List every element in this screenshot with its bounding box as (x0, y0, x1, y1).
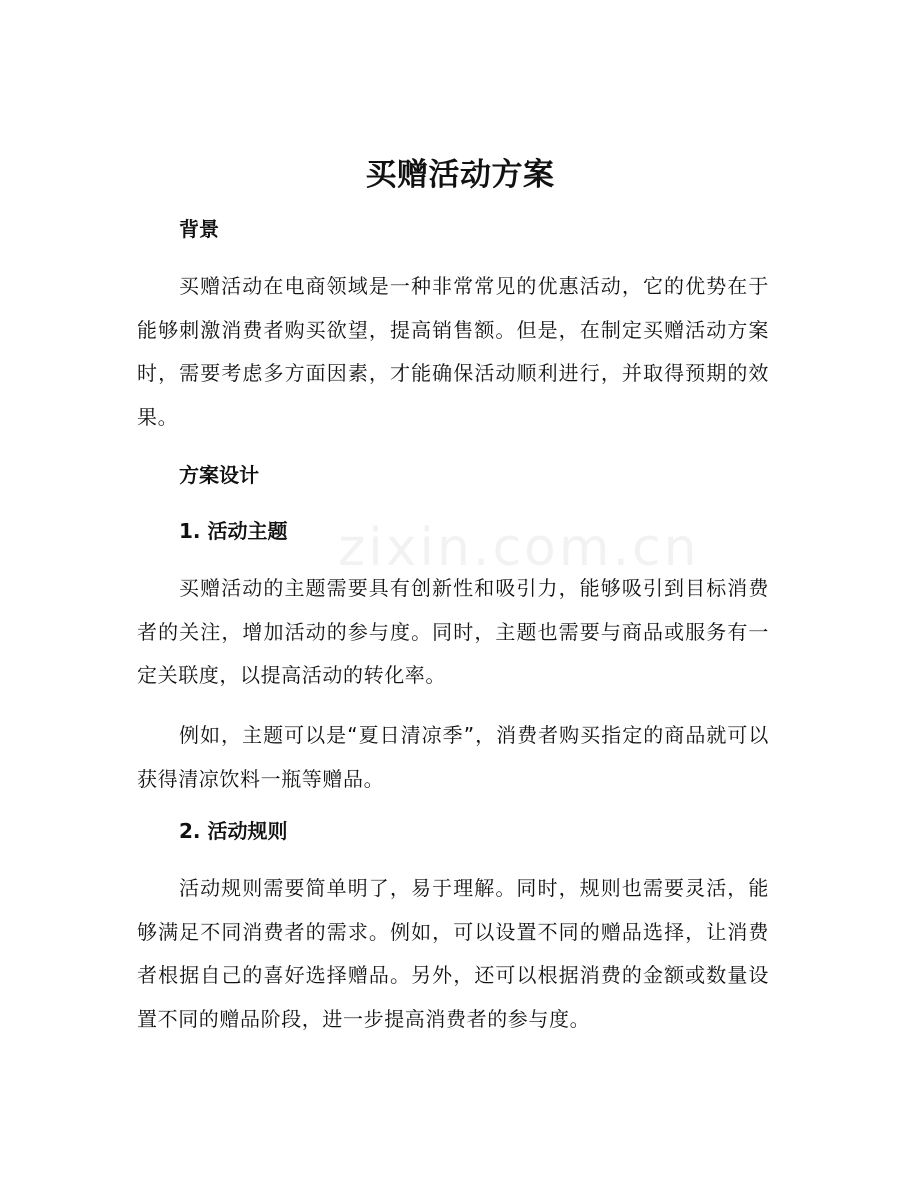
subheading-theme: 1. 活动主题 (179, 519, 288, 543)
section-heading-design: 方案设计 (179, 463, 259, 487)
paragraph-theme-2: 例如，主题可以是“夏日清凉季”，消费者购买指定的商品就可以获得清凉饮料一瓶等赠品。 (137, 723, 769, 791)
subheading-rules: 2. 活动规则 (179, 819, 288, 843)
paragraph-rules-1: 活动规则需要简单明了，易于理解。同时，规则也需要灵活，能够满足不同消费者的需求。例如，可以设置不同的赠品选择，让消费者根据自己的喜好选择赠品。另外，还可以根据消费的金额或数量设置不同的赠品阶段，进一步提高消费者的参与度。 (137, 876, 769, 1031)
document-title: 买赠活动方案 (365, 157, 555, 193)
paragraph-theme-1: 买赠活动的主题需要具有创新性和吸引力，能够吸引到目标消费者的关注，增加活动的参与度。同时，主题也需要与商品或服务有一定关联度，以提高活动的转化率。 (137, 576, 769, 687)
paragraph-background: 买赠活动在电商领域是一种非常常见的优惠活动，它的优势在于能够刺激消费者购买欲望，提高销售额。但是，在制定买赠活动方案时，需要考虑多方面因素，才能确保活动顺利进行，并取得预期的效果。 (137, 274, 769, 429)
watermark: zixin.com.cn (338, 518, 700, 578)
section-heading-background: 背景 (179, 217, 219, 241)
